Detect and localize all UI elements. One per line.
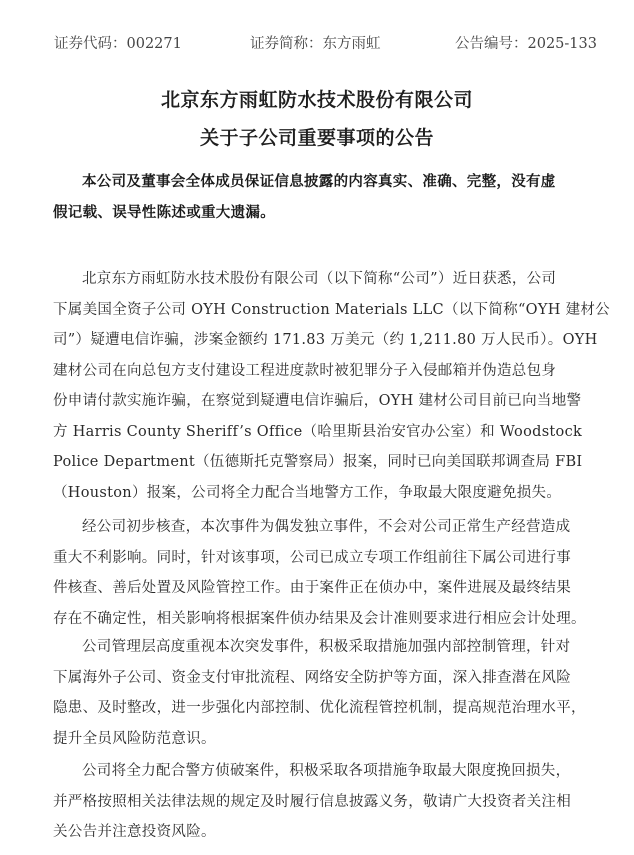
paragraph-line: 份申请付款实施诈骗，在察觉到疑遭电信诈骗后，OYH 建材公司目前已向当地警 bbox=[53, 393, 582, 409]
paragraph-impact bbox=[53, 512, 598, 634]
document-header bbox=[0, 32, 634, 54]
paragraph-controls bbox=[53, 632, 598, 754]
paragraph-line: 存在不确定性，相关影响将根据案件侦办结果及会计准则要求进行相应会计处理。 bbox=[53, 610, 586, 627]
paragraph-line: 公司管理层高度重视本次突发事件，积极采取措施加强内部控制管理，针对 bbox=[82, 639, 571, 655]
announcement-number: 公告编号：2025-133 bbox=[455, 36, 597, 52]
statement-line: 假记载、误导性陈述或重大遗漏。 bbox=[53, 204, 275, 221]
paragraph-line: 建材公司在向总包方支付建设工程进度款时被犯罪分子入侵邮箱并伪造总包身 bbox=[53, 362, 557, 379]
paragraph-line: 公司将全力配合警方侦破案件，积极采取各项措施争取最大限度挽回损失， bbox=[82, 763, 571, 779]
paragraph-line: 司”）疑遭电信诈骗，涉案金额约 171.83 万美元（约 1,211.80 万人民币）。OYH bbox=[53, 332, 598, 348]
paragraph-line: 并严格按照相关法律法规的规定及时履行信息披露义务，敬请广大投资者关注相 bbox=[53, 793, 571, 810]
paragraph-incident bbox=[53, 264, 610, 508]
paragraph-line: 提升全员风险防范意识。 bbox=[53, 730, 216, 747]
security-code: 证券代码：002271 bbox=[54, 36, 182, 52]
paragraph-line: 隐患、及时整改，进一步强化内部控制、优化流程管控机制，提高规范治理水平， bbox=[53, 700, 586, 716]
paragraph-line: 件核查、善后处置及风险管控工作。由于案件正在侦办中，案件进展及最终结果 bbox=[53, 580, 571, 596]
paragraph-line: 方 Harris County Sheriff’s Office（哈里斯县治安官办公室）和 Woodstock bbox=[53, 423, 583, 440]
board-statement bbox=[53, 167, 598, 228]
paragraph-closing bbox=[53, 756, 598, 848]
paragraph-line: （Houston）报案，公司将全力配合当地警方工作，争取最大限度避免损失。 bbox=[53, 484, 562, 501]
paragraph-line: Police Department（伍德斯托克警察局）报案，同时已向美国联邦调查局 FBI bbox=[53, 454, 583, 470]
paragraph-line: 下属海外子公司、资金支付审批流程、网络安全防护等方面，深入排查潜在风险 bbox=[53, 669, 571, 686]
paragraph-line: 北京东方雨虹防水技术股份有限公司（以下简称“公司”）近日获悉，公司 bbox=[82, 271, 557, 287]
paragraph-line: 经公司初步核查，本次事件为偶发独立事件，不会对公司正常生产经营造成 bbox=[82, 519, 571, 535]
security-name: 证券简称：东方雨虹 bbox=[250, 36, 381, 52]
paragraph-line: 关公告并注意投资风险。 bbox=[53, 824, 216, 840]
paragraph-line: 重大不利影响。同时，针对该事项，公司已成立专项工作组前往下属公司进行事 bbox=[53, 549, 571, 566]
statement-line: 本公司及董事会全体成员保证信息披露的内容真实、准确、完整，没有虚 bbox=[82, 174, 556, 190]
announcement-title: 关于子公司重要事项的公告 bbox=[199, 127, 434, 149]
paragraph-line: 下属美国全资子公司 OYH Construction Materials LLC（以下简称“OYH 建材公 bbox=[53, 301, 610, 318]
company-title: 北京东方雨虹防水技术股份有限公司 bbox=[160, 89, 473, 111]
